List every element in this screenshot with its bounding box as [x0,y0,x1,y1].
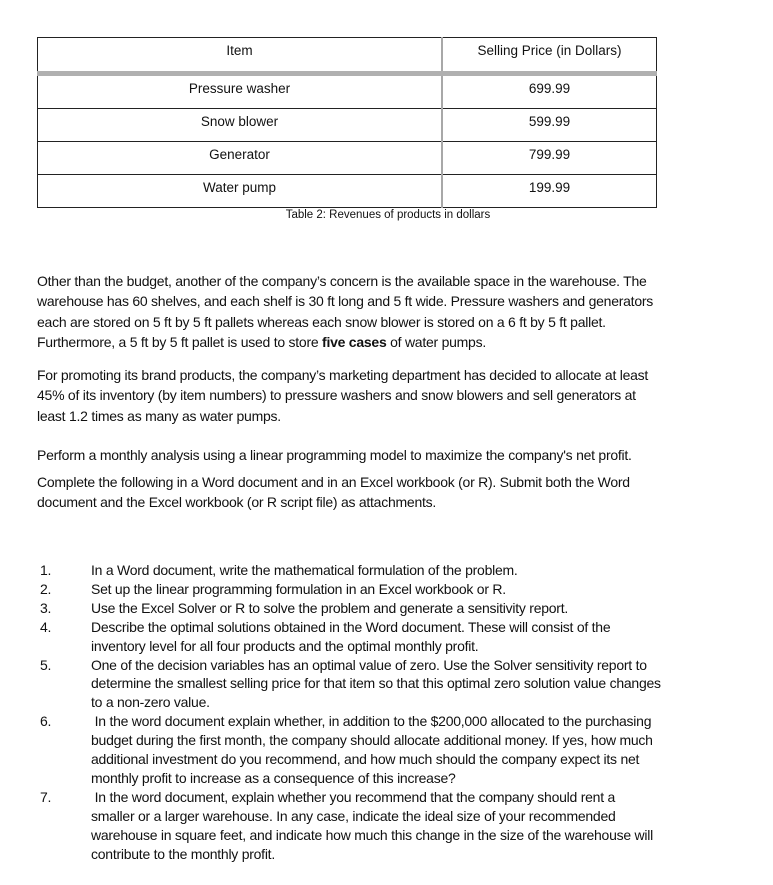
table-header-row [38,38,657,74]
list-number: 7. [40,788,52,805]
text-segment: Furthermore, a 5 ft by 5 ft pallet is used to store [37,333,323,350]
list-item [40,561,661,580]
text-line: warehouse has 60 shelves, and each shelf is 30 ft long and 5 ft wide. Pressure washers and generators [37,293,654,310]
header-item: Item [38,38,443,74]
list-text-line: warehouse in square feet, and indicate how much this change in the size of the warehouse will [91,826,653,843]
paragraph-analysis [37,445,632,465]
list-item [40,712,661,788]
bold-text: five cases [322,333,387,350]
cell-item: Snow blower [38,109,443,142]
list-text-line: budget during the first month, the company should allocate additional money. If yes, how much [91,732,653,749]
list-text-line: In the word document, explain whether you recommend that the company should rent a [91,788,616,805]
text-line [37,332,653,352]
list-number: 4. [40,618,52,635]
text-line: 45% of its inventory (by item numbers) to pressure washers and snow blowers and sell generators at [37,387,636,404]
cell-item: Water pump [38,175,443,208]
list-number: 6. [40,713,52,730]
cell-item: Pressure washer [38,74,443,109]
table-caption: Table 2: Revenues of products in dollars [285,209,491,221]
paragraph-warehouse-space [37,271,653,352]
list-item [40,618,661,656]
list-number: 1. [40,562,52,578]
cell-price: 599.99 [442,109,657,142]
list-text-line: monthly profit to increase as a consequence of this increase? [91,769,456,786]
list-item [40,788,661,864]
cell-item: Generator [38,142,443,175]
paragraph-marketing [37,365,648,426]
cell-price: 799.99 [442,142,657,175]
list-text-line: smaller or a larger warehouse. In any case, indicate the ideal size of your recommended [91,807,616,824]
table-row [38,142,657,175]
list-text-line: determine the smallest selling price for that item so that this optimal zero solution value changes [91,675,661,692]
cell-price: 199.99 [442,175,657,208]
list-text-line: contribute to the monthly profit. [91,845,275,862]
text-line: Other than the budget, another of the company’s concern is the available space in the warehouse. The [37,273,647,289]
list-text-line: to a non-zero value. [91,694,210,711]
list-text-line: In a Word document, write the mathematical formulation of the problem. [91,562,518,578]
list-text-line: One of the decision variables has an optimal value of zero. Use the Solver sensitivity report to [91,656,647,673]
header-selling-price: Selling Price (in Dollars) [442,38,657,74]
list-text-line: inventory level for all four products and the optimal monthly profit. [91,637,479,654]
text-line: document and the Excel workbook (or R script file) as attachments. [37,494,437,511]
list-item [40,580,661,599]
table-row [38,109,657,142]
list-number: 3. [40,599,52,616]
list-text-line: Use the Excel Solver or R to solve the problem and generate a sensitivity report. [91,599,568,616]
list-number: 2. [40,580,52,597]
selling-price-table [37,37,657,208]
list-text-line: Describe the optimal solutions obtained in the Word document. These will consist of the [91,618,611,635]
text-line: least 1.2 times as many as water pumps. [37,407,281,424]
text-line: Perform a monthly analysis using a linear programming model to maximize the company's net profit. [37,447,632,463]
list-item [40,656,661,713]
list-text-line: In the word document explain whether, in addition to the $200,000 allocated to the purchasing [91,713,652,730]
list-item [40,599,661,618]
text-line: each are stored on 5 ft by 5 ft pallets whereas each snow blower is stored on a 6 ft by 5 ft pallet. [37,313,606,330]
task-list [40,561,661,864]
list-number: 5. [40,656,52,673]
text-segment: of water pumps. [386,333,486,350]
list-text-line: additional investment do you recommend, and how much should the company expect its net [91,751,640,768]
cell-price: 699.99 [442,74,657,109]
paragraph-instructions [37,472,630,513]
text-line: For promoting its brand products, the company’s marketing department has decided to allocate at least [37,367,649,383]
text-line: Complete the following in a Word document and in an Excel workbook (or R). Submit both the Word [37,474,630,490]
table-row [38,74,657,109]
list-text-line: Set up the linear programming formulation in an Excel workbook or R. [91,580,506,597]
table-row [38,175,657,208]
